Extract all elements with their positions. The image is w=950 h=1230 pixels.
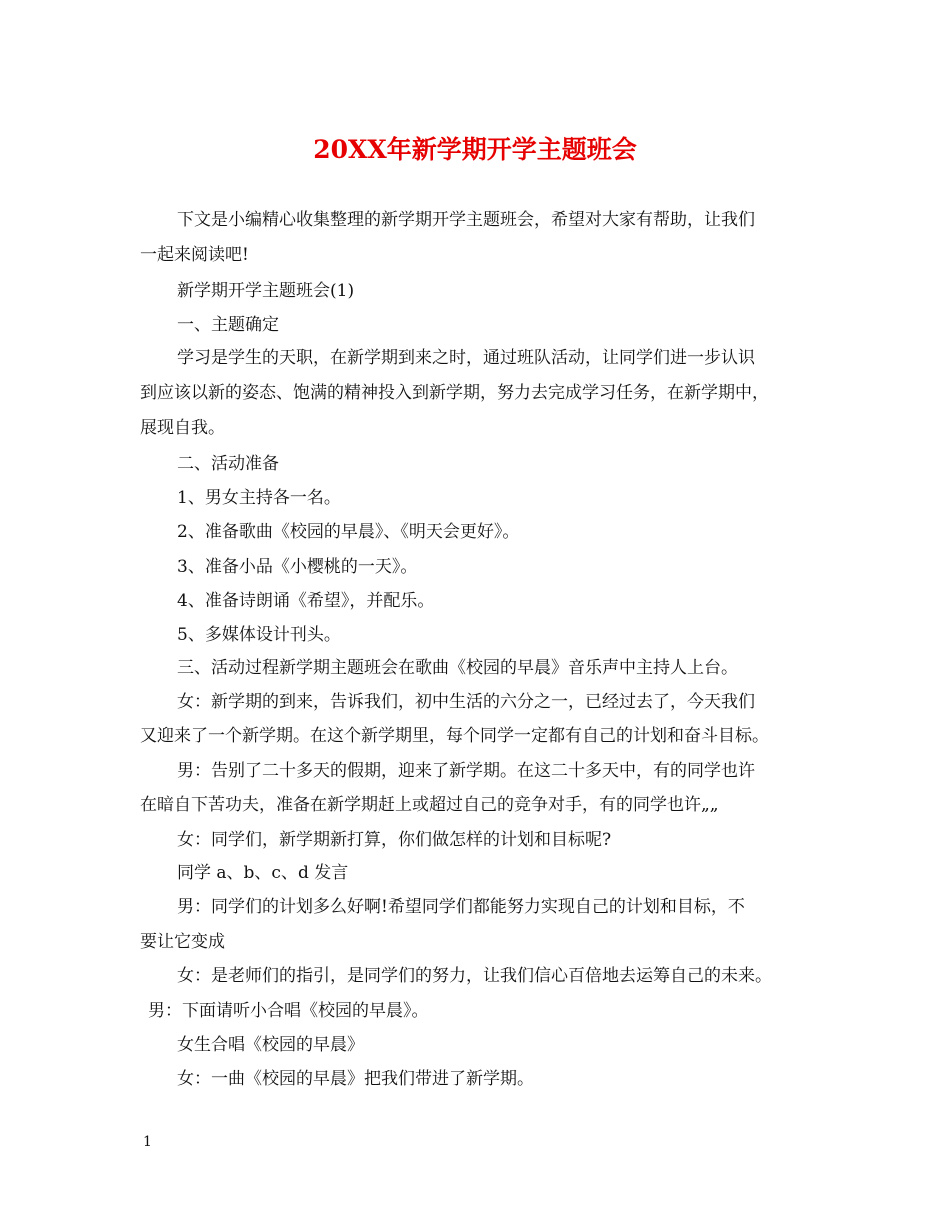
text-line: 到应该以新的姿态、饱满的精神投入到新学期，努力去完成学习任务，在新学期中， — [140, 383, 769, 403]
list-item: 2、准备歌曲《校园的早晨》、《明天会更好》。 — [177, 522, 520, 542]
text-line: 下文是小编精心收集整理的新学期开学主题班会，希望对大家有帮助，让我们 — [177, 210, 755, 230]
text-line: 男：下面请听小合唱《校园的早晨》。 — [148, 1001, 429, 1021]
text-line: 学习是学生的天职，在新学期到来之时，通过班队活动，让同学们进一步认识 — [177, 348, 755, 368]
text-line: 女：一曲《校园的早晨》把我们带进了新学期。 — [177, 1069, 534, 1089]
section-heading: 三、活动过程新学期主题班会在歌曲《校园的早晨》音乐声中主持人上台。 — [177, 658, 738, 678]
document-title: 20XX年新学期开学主题班会 — [313, 135, 637, 164]
text-line: 男：同学们的计划多么好啊!希望同学们都能努力实现自己的计划和目标，不 — [177, 897, 745, 917]
text-line: 女生合唱《校园的早晨》 — [177, 1035, 364, 1055]
page-number: 1 — [143, 1134, 152, 1150]
text-line: 女：是老师们的指引，是同学们的努力，让我们信心百倍地去运筹自己的未来。 — [177, 966, 772, 986]
text-line: 女：同学们，新学期新打算，你们做怎样的计划和目标呢? — [177, 830, 612, 850]
text-line: 女：新学期的到来，告诉我们，初中生活的六分之一，已经过去了，今天我们 — [177, 692, 755, 712]
text-line: 要让它变成 — [140, 932, 225, 952]
section-heading: 新学期开学主题班会(1) — [177, 281, 355, 301]
section-heading: 二、活动准备 — [177, 454, 279, 474]
text-line: 同学 a、b、c、d 发言 — [177, 863, 349, 883]
list-item: 1、男女主持各一名。 — [177, 488, 341, 508]
list-item: 5、多媒体设计刊头。 — [177, 625, 341, 645]
section-heading: 一、主题确定 — [177, 315, 279, 335]
text-line: 在暗自下苦功夫，准备在新学期赶上或超过自己的竞争对手，有的同学也许„„ — [140, 795, 719, 815]
list-item: 4、准备诗朗诵《希望》，并配乐。 — [177, 591, 435, 611]
text-line: 又迎来了一个新学期。在这个新学期里，每个同学一定都有自己的计划和奋斗目标。 — [140, 726, 769, 746]
list-item: 3、准备小品《小樱桃的一天》。 — [177, 557, 418, 577]
text-line: 一起来阅读吧! — [140, 245, 249, 265]
text-line: 展现自我。 — [140, 418, 225, 438]
text-line: 男：告别了二十多天的假期，迎来了新学期。在这二十多天中，有的同学也许 — [177, 761, 755, 781]
